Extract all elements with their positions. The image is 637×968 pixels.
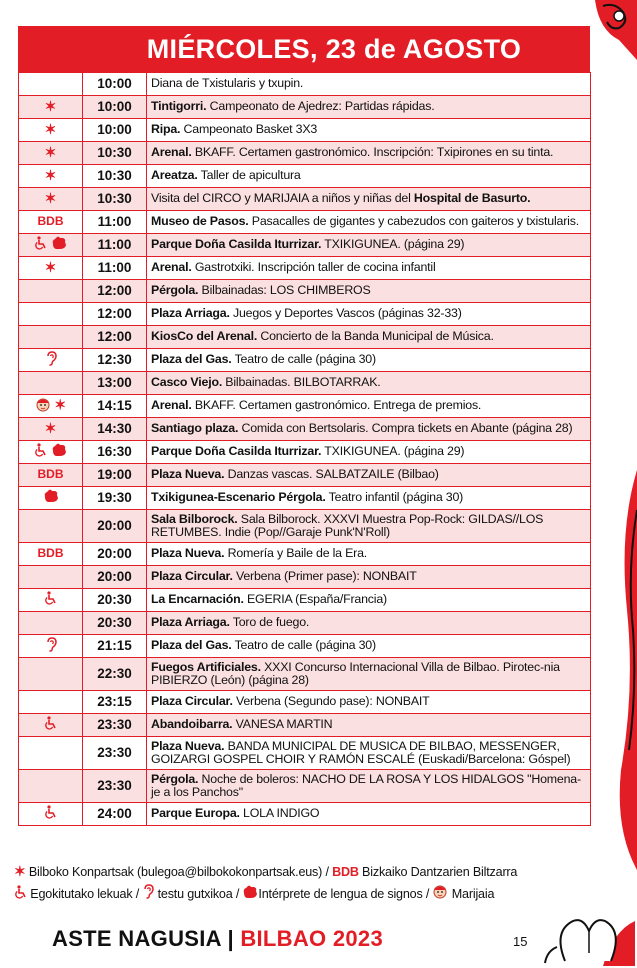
event-place: Arenal. xyxy=(151,260,192,275)
event-icons xyxy=(19,372,83,395)
event-description xyxy=(147,441,591,464)
event-time: 13:00 xyxy=(83,372,147,395)
event-description xyxy=(147,119,591,142)
sign-language-icon xyxy=(51,443,67,461)
event-row xyxy=(19,510,591,543)
event-description xyxy=(147,96,591,119)
event-detail: Gastrotxiki. Inscripción taller de cocina infantil xyxy=(191,260,436,275)
event-time: 10:30 xyxy=(83,142,147,165)
marijaia-icon xyxy=(432,884,448,906)
event-description xyxy=(147,803,591,826)
event-row xyxy=(19,234,591,257)
event-time: 14:30 xyxy=(83,418,147,441)
event-detail: Pasacalles de gigantes y cabezudos con gaiteros y txistularis. xyxy=(248,214,579,229)
star-icon: ✶ xyxy=(44,120,57,137)
event-time: 20:00 xyxy=(83,566,147,589)
event-icons xyxy=(19,566,83,589)
event-detail: Verbena (Primer pase): NONBAIT xyxy=(232,569,417,584)
event-detail: Teatro de calle (página 30) xyxy=(231,352,376,367)
event-detail: Visita del CIRCO y MARIJAIA a niños y niñas del xyxy=(151,191,414,206)
event-place: Fuegos Artificiales. xyxy=(151,659,261,674)
event-icons xyxy=(19,234,83,257)
event-row xyxy=(19,349,591,372)
event-place: Plaza del Gas. xyxy=(151,352,232,367)
event-icons xyxy=(19,612,83,635)
event-description xyxy=(147,566,591,589)
event-row xyxy=(19,326,591,349)
event-icons xyxy=(19,737,83,770)
legend-line-1 xyxy=(14,860,604,883)
event-row xyxy=(19,691,591,714)
event-place: Tintigorri. xyxy=(151,99,207,114)
event-time: 21:15 xyxy=(83,635,147,658)
event-row xyxy=(19,658,591,691)
footer-event: ASTE NAGUSIA xyxy=(52,926,222,951)
event-place: Santiago plaza. xyxy=(151,421,239,436)
event-description xyxy=(147,612,591,635)
event-row xyxy=(19,770,591,803)
event-place: Plaza Nueva. xyxy=(151,467,225,482)
schedule-panel xyxy=(18,26,590,826)
star-icon: ✶ xyxy=(54,396,67,413)
event-time: 20:30 xyxy=(83,612,147,635)
event-row xyxy=(19,487,591,510)
event-icons xyxy=(19,803,83,826)
event-description xyxy=(147,418,591,441)
event-icons xyxy=(19,691,83,714)
event-description xyxy=(147,464,591,487)
event-icons xyxy=(19,257,83,280)
event-place: Txikigunea-Escenario Pérgola. xyxy=(151,490,326,505)
event-row xyxy=(19,257,591,280)
event-place: Plaza Arriaga. xyxy=(151,615,230,630)
event-place: Parque Europa. xyxy=(151,806,240,821)
event-description xyxy=(147,487,591,510)
event-icons xyxy=(19,635,83,658)
event-time: 10:30 xyxy=(83,188,147,211)
event-row xyxy=(19,395,591,418)
legend-marijaia: Marijaia xyxy=(448,887,495,901)
event-detail: XXXI Concurso Internacional Villa de Bilbao. Pirotec-nia PIBIERZO (León) (página 28) xyxy=(151,659,560,687)
event-row xyxy=(19,566,591,589)
star-icon: ✶ xyxy=(44,97,57,114)
event-detail: BKAFF. Certamen gastronómico. Inscripción: Txipirones en su tinta. xyxy=(191,145,554,160)
event-description xyxy=(147,188,591,211)
event-place: Casco Viejo. xyxy=(151,375,223,390)
event-time: 14:15 xyxy=(83,395,147,418)
legend-line-2 xyxy=(14,883,604,906)
event-row xyxy=(19,714,591,737)
event-time: 20:30 xyxy=(83,589,147,612)
event-description xyxy=(147,257,591,280)
event-place: Museo de Pasos. xyxy=(151,214,249,229)
sign-language-icon xyxy=(51,236,67,254)
event-description xyxy=(147,280,591,303)
event-row xyxy=(19,96,591,119)
ear-icon xyxy=(45,351,57,370)
event-row xyxy=(19,303,591,326)
event-detail: Romería y Baile de la Era. xyxy=(224,546,368,561)
event-description xyxy=(147,543,591,566)
event-time: 10:00 xyxy=(83,119,147,142)
event-place: Areatza. xyxy=(151,168,198,183)
event-place: Parque Doña Casilda Iturrizar. xyxy=(151,237,322,252)
event-icons xyxy=(19,280,83,303)
event-place: Parque Doña Casilda Iturrizar. xyxy=(151,444,322,459)
legend-accessible: Egokitutako lekuak / xyxy=(27,887,143,901)
event-row xyxy=(19,803,591,826)
event-time: 20:00 xyxy=(83,543,147,566)
wheelchair-icon xyxy=(34,236,47,254)
event-icons xyxy=(19,510,83,543)
event-detail: Campeonato de Ajedrez: Partidas rápidas. xyxy=(206,99,435,114)
event-place: Plaza Arriaga. xyxy=(151,306,230,321)
event-time: 11:00 xyxy=(83,257,147,280)
event-row xyxy=(19,464,591,487)
sign-language-icon xyxy=(242,884,258,906)
event-time: 12:00 xyxy=(83,280,147,303)
event-detail: Teatro de calle (página 30) xyxy=(231,638,376,653)
event-description xyxy=(147,635,591,658)
event-place: Plaza Nueva. xyxy=(151,738,225,753)
event-icons xyxy=(19,714,83,737)
event-description xyxy=(147,326,591,349)
event-description xyxy=(147,349,591,372)
footer-city: BILBAO 2023 xyxy=(240,926,383,951)
event-time: 19:00 xyxy=(83,464,147,487)
event-description xyxy=(147,234,591,257)
event-row xyxy=(19,211,591,234)
event-detail: Comida con Bertsolaris. Compra tickets en Abante (página 28) xyxy=(238,421,573,436)
event-description xyxy=(147,737,591,770)
event-time: 12:30 xyxy=(83,349,147,372)
event-place: Plaza Circular. xyxy=(151,569,233,584)
event-detail: BKAFF. Certamen gastronómico. Entrega de premios. xyxy=(191,398,482,413)
page-number: 15 xyxy=(513,934,528,949)
event-description xyxy=(147,658,591,691)
event-time: 19:30 xyxy=(83,487,147,510)
event-place: Sala Bilborock. xyxy=(151,511,238,526)
event-detail: TXIKIGUNEA. (página 29) xyxy=(321,444,465,459)
day-title: MIÉRCOLES, 23 de AGOSTO xyxy=(18,26,590,72)
event-icons xyxy=(19,349,83,372)
schedule-table xyxy=(18,72,591,826)
bdb-badge: BDB xyxy=(37,467,64,482)
event-description xyxy=(147,510,591,543)
event-detail: Danzas vascas. SALBATZAILE (Bilbao) xyxy=(224,467,439,482)
event-row xyxy=(19,73,591,96)
event-icons xyxy=(19,165,83,188)
wheelchair-icon xyxy=(44,716,57,734)
event-icons xyxy=(19,142,83,165)
event-detail: Sala Bilborock. XXXVI Muestra Pop-Rock: GILDAS//LOS RETUMBES. Indie (Pop//Garaje Punk'N'Roll) xyxy=(151,511,544,539)
ear-icon xyxy=(142,884,154,906)
event-icons xyxy=(19,119,83,142)
event-time: 24:00 xyxy=(83,803,147,826)
event-detail: Taller de apicultura xyxy=(197,168,301,183)
sign-language-icon xyxy=(43,489,59,507)
event-row xyxy=(19,372,591,395)
event-icons xyxy=(19,658,83,691)
event-description xyxy=(147,395,591,418)
event-time: 11:00 xyxy=(83,211,147,234)
decorative-hand-top xyxy=(589,0,637,60)
event-place: Plaza Nueva. xyxy=(151,546,225,561)
event-icons xyxy=(19,211,83,234)
event-icons xyxy=(19,418,83,441)
event-icons xyxy=(19,395,83,418)
event-time: 11:00 xyxy=(83,234,147,257)
legend-sign-language: Intérprete de lengua de signos / xyxy=(258,887,433,901)
event-icons xyxy=(19,96,83,119)
event-icons xyxy=(19,73,83,96)
event-icons xyxy=(19,487,83,510)
event-time: 23:15 xyxy=(83,691,147,714)
event-description xyxy=(147,372,591,395)
event-detail: TXIKIGUNEA. (página 29) xyxy=(321,237,465,252)
event-icons xyxy=(19,770,83,803)
event-row xyxy=(19,280,591,303)
event-time: 10:00 xyxy=(83,96,147,119)
event-description xyxy=(147,73,591,96)
star-icon: ✶ xyxy=(44,419,57,436)
wheelchair-icon xyxy=(34,443,47,461)
star-icon: ✶ xyxy=(44,166,57,183)
event-detail: Bilbainadas. BILBOTARRAK. xyxy=(222,375,381,390)
event-row xyxy=(19,543,591,566)
event-time: 20:00 xyxy=(83,510,147,543)
wheelchair-icon xyxy=(14,884,27,906)
event-place: Arenal. xyxy=(151,145,192,160)
event-description xyxy=(147,589,591,612)
event-time: 23:30 xyxy=(83,737,147,770)
event-detail: Campeonato Basket 3X3 xyxy=(180,122,318,137)
wheelchair-icon xyxy=(44,805,57,823)
event-place: Abandoibarra. xyxy=(151,717,233,732)
event-icons xyxy=(19,589,83,612)
event-row xyxy=(19,418,591,441)
star-icon: ✶ xyxy=(44,258,57,275)
event-detail-bold: Hospital de Basurto. xyxy=(413,191,531,206)
event-time: 23:30 xyxy=(83,714,147,737)
event-detail: Toro de fuego. xyxy=(229,615,310,630)
legend-konpartsak: Bilboko Konpartsak (bulegoa@bilbokokonpartsak.eus) / xyxy=(25,865,333,879)
event-detail: Bilbainadas: LOS CHIMBEROS xyxy=(198,283,371,298)
legend xyxy=(14,860,604,906)
event-description xyxy=(147,714,591,737)
event-row xyxy=(19,635,591,658)
event-row xyxy=(19,142,591,165)
event-description xyxy=(147,211,591,234)
event-place: Pérgola. xyxy=(151,283,199,298)
event-place: Plaza Circular. xyxy=(151,694,233,709)
event-detail: LOLA INDIGO xyxy=(239,806,320,821)
event-row xyxy=(19,589,591,612)
event-description xyxy=(147,142,591,165)
footer-separator: | xyxy=(221,926,241,951)
event-description xyxy=(147,165,591,188)
star-icon: ✶ xyxy=(44,189,57,206)
event-detail: VANESA MARTIN xyxy=(232,717,333,732)
bdb-badge: BDB xyxy=(37,546,64,561)
event-place: Pérgola. xyxy=(151,771,199,786)
event-description xyxy=(147,691,591,714)
event-detail: Concierto de la Banda Municipal de Música. xyxy=(257,329,494,344)
event-icons xyxy=(19,441,83,464)
event-row xyxy=(19,737,591,770)
decorative-border-right xyxy=(613,470,637,870)
event-row xyxy=(19,441,591,464)
event-place: KiosCo del Arenal. xyxy=(151,329,258,344)
footer-title xyxy=(52,926,383,952)
event-detail: BANDA MUNICIPAL DE MUSICA DE BILBAO, MESSENGER, GOIZARGI GOSPEL CHOIR Y RAMÓN ESCALÉ (Euskadi/Barcelona: Góspel) xyxy=(151,738,571,766)
event-description xyxy=(147,303,591,326)
event-detail: EGERIA (España/Francia) xyxy=(243,592,387,607)
event-icons xyxy=(19,188,83,211)
event-icons xyxy=(19,326,83,349)
star-icon: ✶ xyxy=(44,143,57,160)
event-description xyxy=(147,770,591,803)
event-detail: Juegos y Deportes Vascos (páginas 32-33) xyxy=(229,306,462,321)
bdb-badge: BDB xyxy=(37,214,64,229)
star-icon: ✶ xyxy=(14,863,26,879)
event-row xyxy=(19,188,591,211)
event-icons xyxy=(19,303,83,326)
event-detail: Teatro infantil (página 30) xyxy=(325,490,464,505)
event-time: 22:30 xyxy=(83,658,147,691)
event-time: 10:30 xyxy=(83,165,147,188)
event-detail: Verbena (Segundo pase): NONBAIT xyxy=(232,694,430,709)
legend-hearing: testu gutxikoa / xyxy=(154,887,243,901)
event-time: 16:30 xyxy=(83,441,147,464)
event-time: 12:00 xyxy=(83,303,147,326)
wheelchair-icon xyxy=(44,591,57,609)
event-place: Ripa. xyxy=(151,122,181,137)
legend-dantzarien: Bizkaiko Dantzarien Biltzarra xyxy=(358,865,518,879)
event-place: La Encarnación. xyxy=(151,592,244,607)
event-time: 23:30 xyxy=(83,770,147,803)
event-icons xyxy=(19,464,83,487)
event-time: 10:00 xyxy=(83,73,147,96)
event-time: 12:00 xyxy=(83,326,147,349)
event-detail: Diana de Txistularis y txupin. xyxy=(151,76,304,91)
event-detail: Noche de boleros: NACHO DE LA ROSA Y LOS HIDALGOS "Homena-je a los Panchos" xyxy=(151,771,581,799)
marijaia-icon xyxy=(35,397,51,416)
event-icons xyxy=(19,543,83,566)
ear-icon xyxy=(45,637,57,656)
legend-bdb-label: BDB xyxy=(332,865,359,879)
event-row xyxy=(19,165,591,188)
event-row xyxy=(19,119,591,142)
event-place: Arenal. xyxy=(151,398,192,413)
event-place: Plaza del Gas. xyxy=(151,638,232,653)
event-row xyxy=(19,612,591,635)
